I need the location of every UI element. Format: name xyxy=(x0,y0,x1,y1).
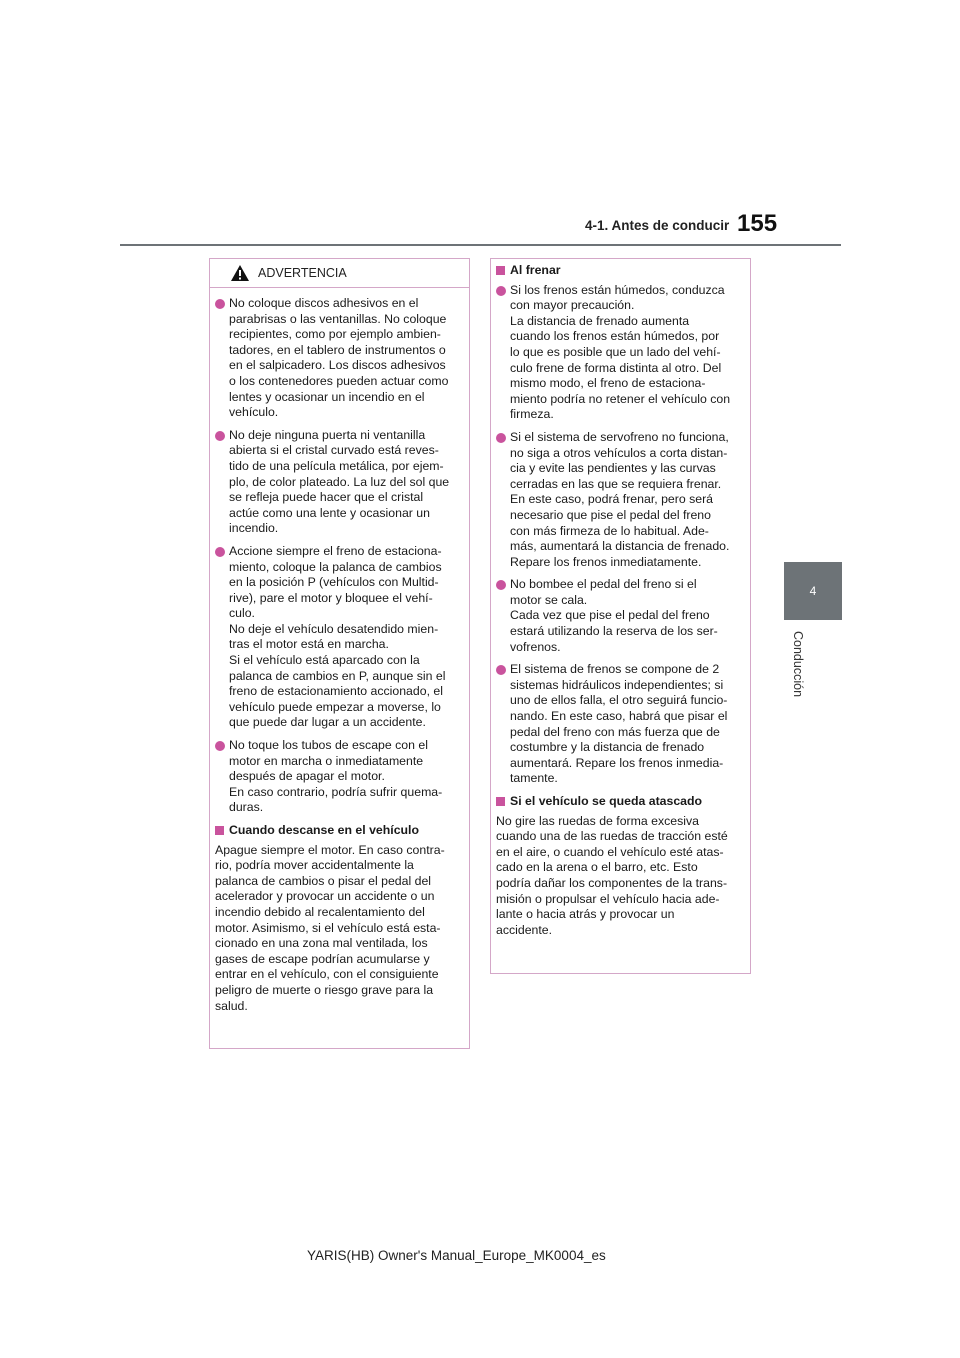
bullet-text: Si el sistema de servofreno no funciona, no siga a otros vehículos a corta distan- cia y evite las pendientes y las curvas cerradas en las que se requiera frenar. En este caso, podrá frenar, pero será necesario que pise el pedal del freno con más firmeza de lo habitual. Ade- más, aumentará la distancia de frenado. Repare los frenos inmediatamente. xyxy=(510,429,730,569)
warning-bullet xyxy=(215,738,463,816)
section-square-icon xyxy=(496,266,505,275)
rest-section-text: Apague siempre el motor. En caso contra- rio, podría mover accidentalmente la palanca de cambios o pisar el pedal del acelerador y provocar un accidente o un incendio debido al recalentamiento del motor. Asimismo, si el vehículo está esta- cionado en una zona mal ventilada, los gases de escape podrían acumularse y entrar en el vehículo, con el consiguiente peligro de muerte o riesgo grave para la salud. xyxy=(215,842,445,1013)
bullet-text: No bombee el pedal del freno si el motor se cala. Cada vez que pise el pedal del freno estará utilizando la reserva de los ser- vofrenos. xyxy=(510,577,718,654)
warning-header xyxy=(210,259,469,288)
bullet-dot-icon xyxy=(496,286,506,296)
warning-bullet xyxy=(215,296,463,421)
braking-bullet xyxy=(496,283,744,423)
rest-section-title-text: Cuando descanse en el vehículo xyxy=(229,823,419,837)
rest-section-title xyxy=(215,823,463,839)
section-square-icon xyxy=(215,826,224,835)
bullet-text: Si los frenos están húmedos, conduzca con mayor precaución. La distancia de frenado aumenta cuando los frenos están húmedos, por lo que es posible que un lado del vehí- culo frene de forma distinta al otro. Del mismo modo, el freno de estaciona- miento podría no retener el vehículo con firmeza. xyxy=(510,282,731,422)
stuck-section-text: No gire las ruedas de forma excesiva cuando una de las ruedas de tracción esté en el aire, o cuando el vehículo esté atas- cado en la arena o el barro, etc. Esto podría dañar los componentes de la trans- misión o propulsar el vehículo hacia ade- lante o hacia atrás y provocar un accidente. xyxy=(496,813,728,937)
braking-bullet xyxy=(496,577,744,655)
bullet-dot-icon xyxy=(496,580,506,590)
stuck-section-title-text: Si el vehículo se queda atascado xyxy=(510,794,703,808)
bullet-text: No deje ninguna puerta ni ventanilla abierta si el cristal curvado está reves- tido de una película metálica, por ejem- plo, de color plateado. La luz del sol que se refleja puede hacer que el cristal actúe como una lente y ocasionar un incendio. xyxy=(229,427,450,536)
warning-bullet xyxy=(215,428,463,537)
warning-box xyxy=(209,258,470,1049)
warning-triangle-icon xyxy=(230,264,250,282)
warning-bullets xyxy=(215,296,463,816)
bullet-dot-icon xyxy=(496,665,506,675)
chapter-label: Conducción xyxy=(791,631,805,698)
braking-box xyxy=(490,258,751,974)
braking-bullet xyxy=(496,662,744,787)
braking-section-title-text: Al frenar xyxy=(510,263,561,277)
braking-section-title xyxy=(496,263,744,279)
footer-manual-id: YARIS(HB) Owner's Manual_Europe_MK0004_es xyxy=(307,1248,606,1263)
bullet-dot-icon xyxy=(215,547,225,557)
header-rule xyxy=(120,244,841,246)
section-square-icon xyxy=(496,797,505,806)
bullet-dot-icon xyxy=(215,741,225,751)
bullet-dot-icon xyxy=(215,299,225,309)
bullet-dot-icon xyxy=(215,431,225,441)
page-number: 155 xyxy=(737,210,778,237)
stuck-section-title xyxy=(496,794,744,810)
bullet-text: El sistema de frenos se compone de 2 sistemas hidráulicos independientes; si uno de ellos falla, el otro seguirá funcio- nando. En este caso, habrá que pisar el pedal del freno con más fuerza que de costumbre y la distancia de frenado aumentará. Repare los frenos inmedia- tamente. xyxy=(510,662,728,786)
bullet-dot-icon xyxy=(496,433,506,443)
braking-bullet xyxy=(496,430,744,570)
chapter-tab xyxy=(784,562,842,620)
header-section-title: 4-1. Antes de conducir xyxy=(585,218,730,233)
chapter-number: 4 xyxy=(809,584,817,598)
bullet-text: Accione siempre el freno de estaciona- miento, coloque la palanca de cambios en la posición P (vehículos con Multid- rive), pare el motor y bloquee el vehí- culo. No deje el vehículo desatendido mien- tras el motor está en marcha. Si el vehículo está aparcado con la palanca de cambios en P, aunque sin el freno de estacionamiento accionado, el vehículo puede empezar a moverse, lo que puede dar lugar a un accidente. xyxy=(229,543,446,730)
warning-title: ADVERTENCIA xyxy=(258,266,347,280)
warning-bullet xyxy=(215,544,463,731)
bullet-text: No coloque discos adhesivos en el parabrisas o las ventanillas. No coloque recipientes, como por ejemplo ambien- tadores, en el tablero de instrumentos o en el salpicadero. Los discos adhesivos o los contenedores pueden actuar como lentes y ocasionar un incendio en el vehículo. xyxy=(229,296,449,420)
bullet-text: No toque los tubos de escape con el motor en marcha o inmediatamente después de apagar el motor. En caso contrario, podría sufrir quema- duras. xyxy=(229,738,443,815)
